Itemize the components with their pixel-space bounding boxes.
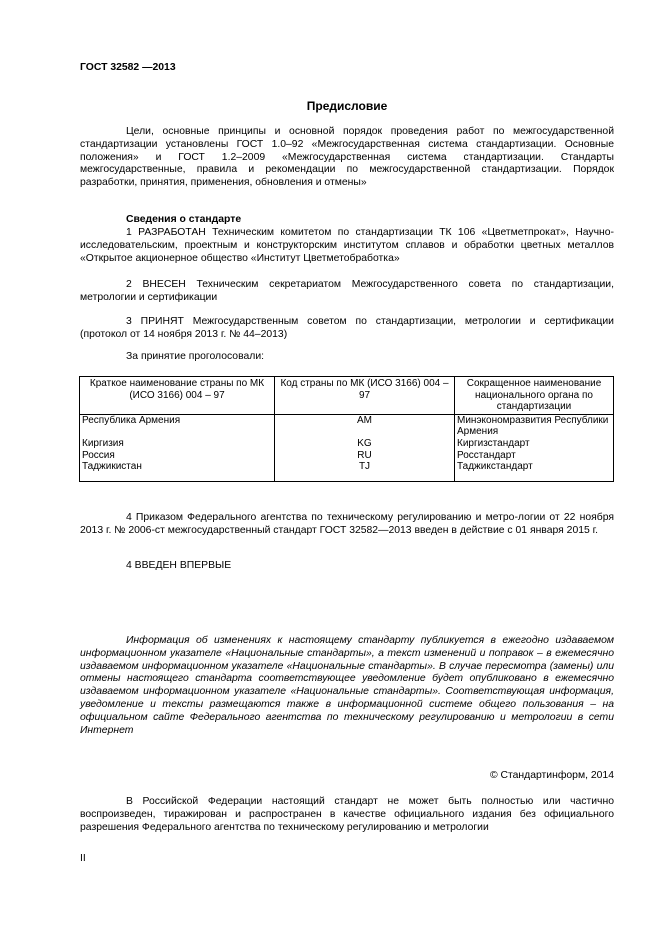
page-title: Предисловие [306, 99, 388, 113]
item-first-introduced: 4 ВВЕДЕН ВПЕРВЫЕ [126, 560, 232, 571]
voted-label: За принятие проголосовали: [126, 351, 265, 362]
table-row [80, 450, 614, 462]
country-cell: Киргизия [80, 438, 275, 450]
code-cell: RU [275, 450, 455, 462]
country-cell: Россия [80, 450, 275, 462]
table-header-row [80, 377, 614, 415]
header-code: Код страны по МК (ИСО 3166) 004 – 97 [275, 377, 455, 415]
table-row [80, 438, 614, 450]
body-cell: Таджикстандарт [455, 461, 614, 481]
body-cell: Минэкономразвития Республики Армения [455, 414, 614, 438]
table-row [80, 461, 614, 481]
legal-paragraph: В Российской Федерации настоящий стандарт не может быть полностью или частично воспроизведен, тиражирован и распространен в качестве официального издания без официального разрешения Федерального агентства по техническому регулированию и метрологии [80, 796, 614, 833]
intro-paragraph: Цели, основные принципы и основной порядок проведения работ по межгосударственной стандартизации установлены ГОСТ 1.0–92 «Межгосударственная система стандартизации. Основные положения» и ГОСТ 1.2–2009 «Межгосударственная система стандартизации. Стандарты межгосударственные, правила и рекомендации по межгосударственной стандартизации. Порядок разработки, принятия, применения, обновления и отмены» [80, 126, 614, 189]
body-cell: Росстандарт [455, 450, 614, 462]
item-introduced: 2 ВНЕСЕН Техническим секретариатом Межгосударственного совета по стандартизации, метрологии и сертификации [80, 279, 614, 303]
copyright: © Стандартинформ, 2014 [489, 770, 614, 781]
table-row [80, 414, 614, 438]
notice-paragraph: Информация об изменениях к настоящему стандарту публикуется в ежегодно издаваемом информационном указателе «Национальные стандарты», а текст изменений и поправок – в ежемесячно издаваемом информационном указателе «Национальные стандарты». В случае пересмотра (замены) или отмены настоящего стандарта соответствующее уведомление будет опубликовано в ежемесячно издаваемом информационном указателе «Национальные стандарты». Соответствующая информация, уведомление и тексты размещаются также в информационной системе общего пользования – на официальном сайте Федерального агентства по техническому регулированию и метрологии в сети Интернет [80, 635, 614, 736]
code-cell: KG [275, 438, 455, 450]
page-number: II [80, 853, 86, 864]
body-cell: Киргизстандарт [455, 438, 614, 450]
code-cell: TJ [275, 461, 455, 481]
voting-table [79, 376, 614, 482]
country-cell: Таджикистан [80, 461, 275, 481]
header-body: Сокращенное наименование национального органа по стандартизации [455, 377, 614, 415]
doc-id-header: ГОСТ 32582 —2013 [80, 62, 176, 73]
item-developed: 1 РАЗРАБОТАН Техническим комитетом по стандартизации ТК 106 «Цветметпрокат», Научно-исследовательским, проектным и конструкторским институтом сплавов и обработки цветных металлов «Открытое акционерное общество «Институт Цветметобработка» [80, 227, 614, 264]
country-cell: Республика Армения [80, 414, 275, 438]
header-country: Краткое наименование страны по МК (ИСО 3166) 004 – 97 [80, 377, 275, 415]
info-heading: Сведения о стандарте [126, 214, 242, 225]
item-enacted: 4 Приказом Федерального агентства по техническому регулированию и метро-логии от 22 ноября 2013 г. № 2006-ст межгосударственный стандарт ГОСТ 32582—2013 введен в действие с 01 января 2015 г. [80, 512, 614, 536]
code-cell: AM [275, 414, 455, 438]
item-adopted: 3 ПРИНЯТ Межгосударственным советом по стандартизации, метрологии и сертификации (протокол от 14 ноября 2013 г. № 44–2013) [80, 316, 614, 340]
